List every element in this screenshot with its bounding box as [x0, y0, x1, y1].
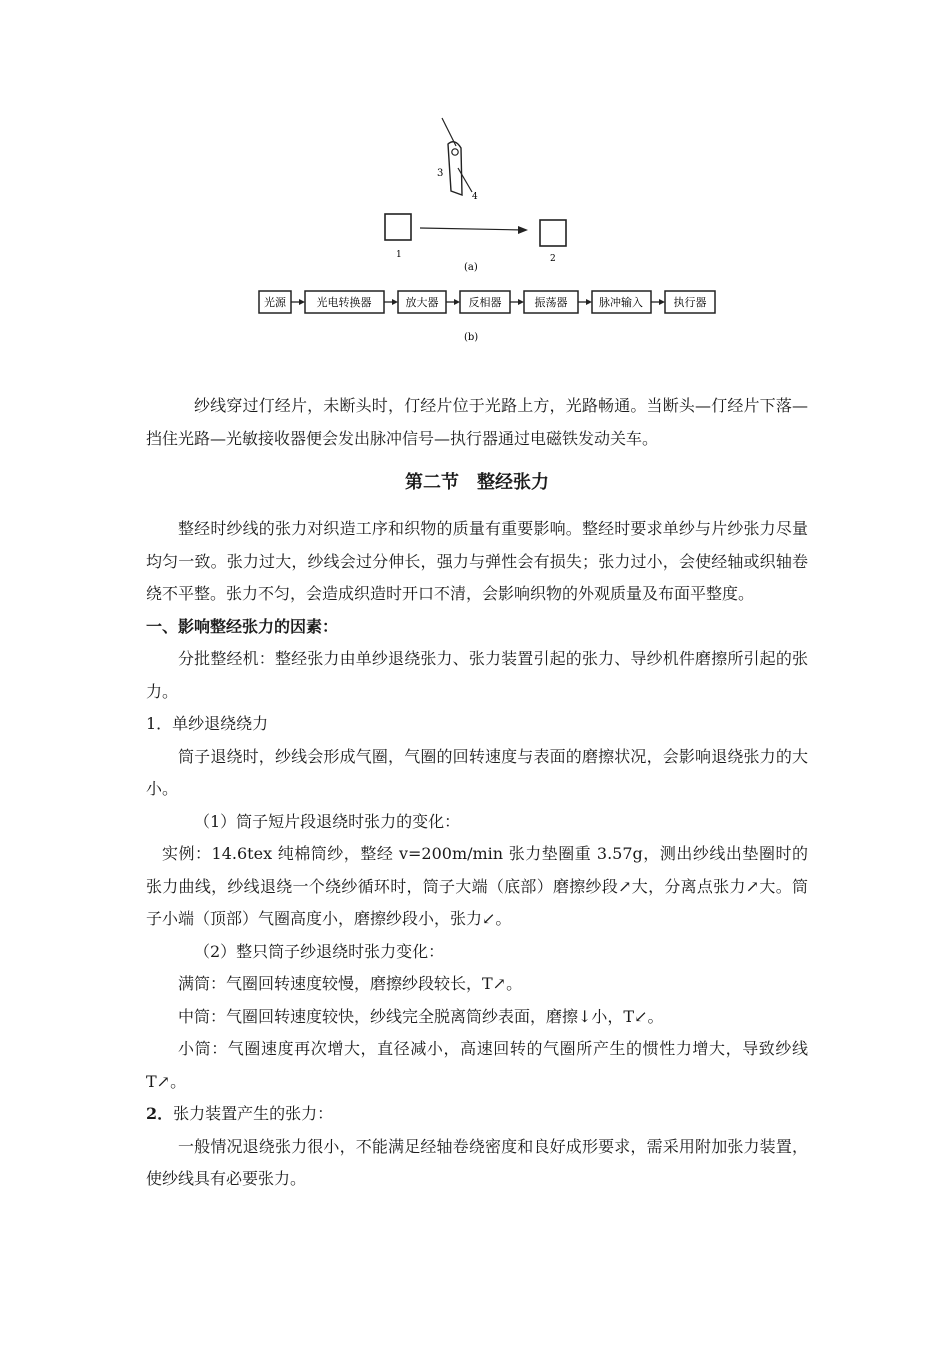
receiver-box — [540, 220, 566, 246]
arrow-6 — [659, 299, 665, 305]
item-1-title: 1．单纱退绕绕力 — [146, 714, 269, 733]
paragraph-example: 实例：14.6tex 纯棉筒纱，整经 v=200m/min 张力垫圈重 3.57g，测出纱线出垫圈时的张力曲线，纱线退绕一个绕纱循环时，筒子大端（底部）磨擦纱段↗大，分离点张力↗大。筒子小端（顶部）气圈高度小，磨擦纱段小，张力↙。 — [146, 844, 808, 928]
caption-b: (b) — [464, 332, 479, 343]
drop-wire-hole — [452, 149, 458, 155]
box-pulse-input-label: 脉冲输入 — [599, 296, 643, 309]
item-2-text: 张力装置产生的张力： — [173, 1104, 334, 1123]
arrow-3 — [454, 299, 460, 305]
label-4: 4 — [472, 192, 478, 202]
box-amplifier-label: 放大器 — [405, 296, 439, 309]
drop-wire — [448, 142, 462, 195]
paragraph-tension-device: 一般情况退绕张力很小，不能满足经轴卷绕密度和良好成形要求，需采用附加张力装置，使纱线具有必要张力。 — [146, 1136, 808, 1188]
light-source-box — [385, 214, 411, 240]
figure-stop-motion — [0, 0, 952, 360]
main-text — [146, 390, 808, 1196]
heading-factors: 一、影响整经张力的因素： — [146, 616, 339, 636]
box-actuator-label: 执行器 — [673, 296, 707, 309]
item-2-number: 2． — [146, 1104, 174, 1123]
line-medium-package: 中筒：气圈回转速度较快，纱线完全脱离筒纱表面，磨擦↓小，T↙。 — [178, 1006, 664, 1026]
arrow-2 — [392, 299, 398, 305]
label-1: 1 — [396, 250, 402, 260]
light-path — [420, 228, 524, 230]
box-inverter-label: 反相器 — [468, 296, 502, 309]
label-3: 3 — [437, 168, 444, 179]
subitem-2: （2）整只筒子纱退绕时张力变化： — [194, 941, 445, 961]
section-title: 第二节 整经张力 — [405, 472, 549, 493]
light-arrow — [518, 226, 528, 234]
subitem-1: （1）筒子短片段退绕时张力的变化： — [194, 811, 461, 831]
line-full-package: 满筒：气圈回转速度较慢，磨擦纱段较长，T↗。 — [178, 974, 523, 993]
box-oscillator-label: 振荡器 — [534, 296, 568, 309]
paragraph-tension-importance: 整经时纱线的张力对织造工序和织物的质量有重要影响。整经时要求单纱与片纱张力尽量均匀一致。张力过大，纱线会过分伸长，强力与弹性会有损失；张力过小，会使经轴或织轴卷绕不平整。张力不匀，会造成织造时开口不清，会影响织物的外观质量及布面平整度。 — [146, 519, 808, 603]
intro-paragraph: 纱线穿过仃经片，未断头时，仃经片位于光路上方，光路畅通。当断头—仃经片下落—挡住光路—光敏接收器便会发出脉冲信号—执行器通过电磁铁发动关车。 — [146, 396, 808, 448]
figure-diagram — [0, 0, 952, 360]
arrow-5 — [586, 299, 592, 305]
label-2: 2 — [550, 254, 556, 264]
arrow-4 — [518, 299, 524, 305]
line-small-package: 小筒：气圈速度再次增大，直径减小，高速回转的气圈所产生的惯性力增大，导致纱线 T↗。 — [146, 1039, 808, 1091]
box-light-source-label: 光源 — [264, 296, 286, 309]
paragraph-batch-warping: 分批整经机：整经张力由单纱退绕张力、张力装置引起的张力、导纱机件磨擦所引起的张力。 — [146, 649, 808, 701]
caption-a: (a) — [464, 262, 478, 273]
item-2-title — [146, 1098, 808, 1131]
block-diagram — [259, 291, 715, 313]
arrow-1 — [299, 299, 305, 305]
box-photo-converter-label: 光电转换器 — [316, 296, 372, 309]
paragraph-unwinding: 筒子退绕时，纱线会形成气圈，气圈的回转速度与表面的磨擦状况，会影响退绕张力的大小。 — [146, 746, 808, 798]
leader-line-4 — [458, 168, 472, 192]
